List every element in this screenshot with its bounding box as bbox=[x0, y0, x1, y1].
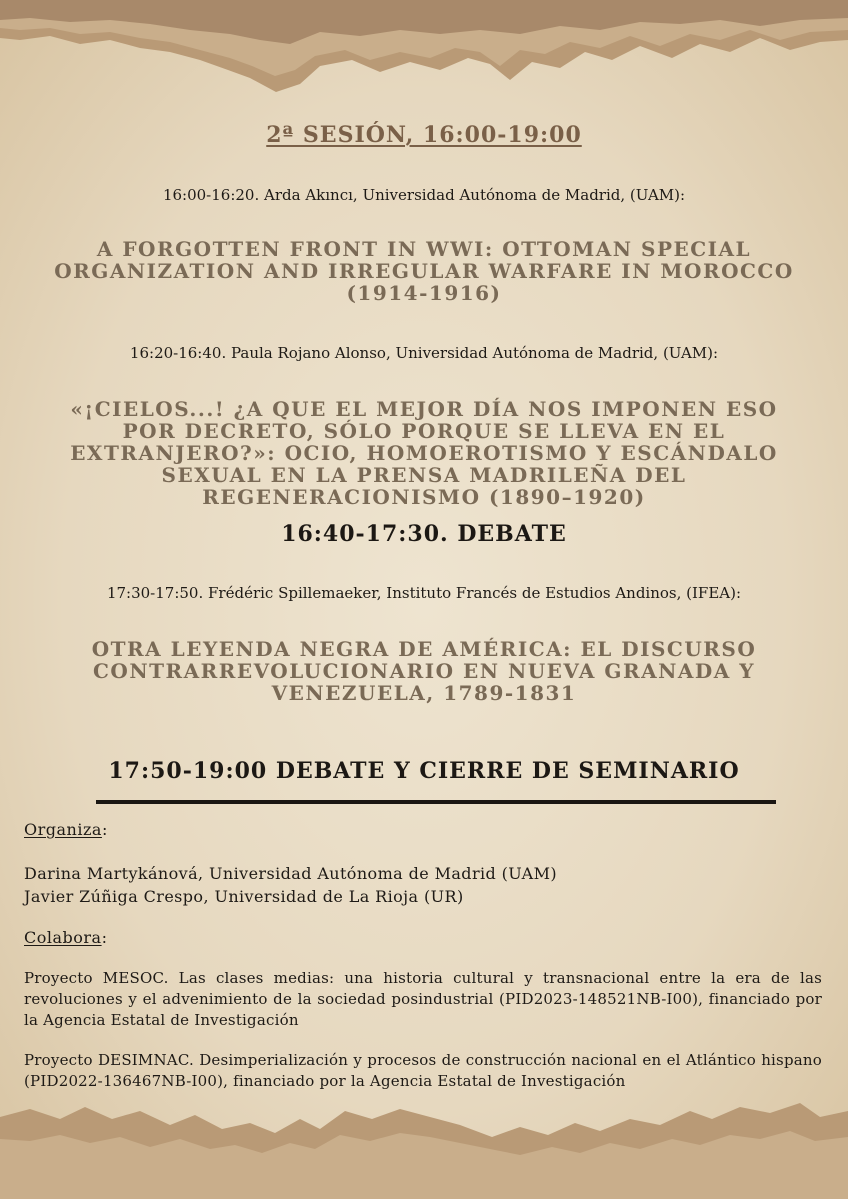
session-title: 2ª SESIÓN, 16:00-19:00 bbox=[266, 122, 582, 148]
talk-2-title: «¡CIELOS...! ¿A QUE EL MEJOR DÍA NOS IMPONEN ESO POR DECRETO, SÓLO PORQUE SE LLEVA EN EL EXTRANJERO?»: OCIO, HOMOEROTISMO Y ESCÁNDALO SEXUAL EN LA PRENSA MADRILEÑA DEL REGENERACIONISMO (1890–1920) bbox=[70, 397, 778, 509]
talk-3-speaker: 17:30-17:50. Frédéric Spillemaeker, Instituto Francés de Estudios Andinos, (IFEA): bbox=[106, 584, 742, 602]
organiza-colon: : bbox=[101, 820, 108, 839]
talk-1-speaker: 16:00-16:20. Arda Akıncı, Universidad Autónoma de Madrid, (UAM): bbox=[162, 186, 686, 204]
debate-first: 16:40-17:30. DEBATE bbox=[281, 521, 567, 547]
organiza-heading bbox=[24, 820, 108, 839]
colabora-heading bbox=[24, 928, 107, 947]
project-desimnac: Proyecto DESIMNAC. Desimperialización y procesos de construcción nacional en el Atlántico hispano (PID2022-136467NB-I00), financiado por la Agencia Estatal de Investigación bbox=[24, 1051, 822, 1090]
talk-2-speaker: 16:20-16:40. Paula Rojano Alonso, Universidad Autónoma de Madrid, (UAM): bbox=[129, 344, 719, 362]
talk-1-title: A FORGOTTEN FRONT IN WWI: OTTOMAN SPECIAL ORGANIZATION AND IRREGULAR WARFARE IN MOROCCO (1914-1916) bbox=[54, 237, 794, 305]
project-mesoc: Proyecto MESOC. Las clases medias: una historia cultural y transnacional entre la era de las revoluciones y el advenimiento de la sociedad posindustrial (PID2023-148521NB-I00), financiado por la Agencia Estatal de Investigación bbox=[24, 969, 822, 1029]
colabora-label: Colabora bbox=[24, 928, 102, 947]
section-divider bbox=[96, 800, 776, 804]
organizer-2: Javier Zúñiga Crespo, Universidad de La Rioja (UR) bbox=[24, 887, 464, 906]
colabora-colon: : bbox=[101, 928, 108, 947]
organiza-label: Organiza bbox=[24, 820, 102, 839]
organizer-1: Darina Martykánová, Universidad Autónoma de Madrid (UAM) bbox=[24, 864, 558, 883]
talk-3-title: OTRA LEYENDA NEGRA DE AMÉRICA: EL DISCURSO CONTRARREVOLUCIONARIO EN NUEVA GRANADA Y VENEZUELA, 1789-1831 bbox=[91, 637, 757, 705]
debate-closing: 17:50-19:00 DEBATE Y CIERRE DE SEMINARIO bbox=[108, 758, 740, 784]
